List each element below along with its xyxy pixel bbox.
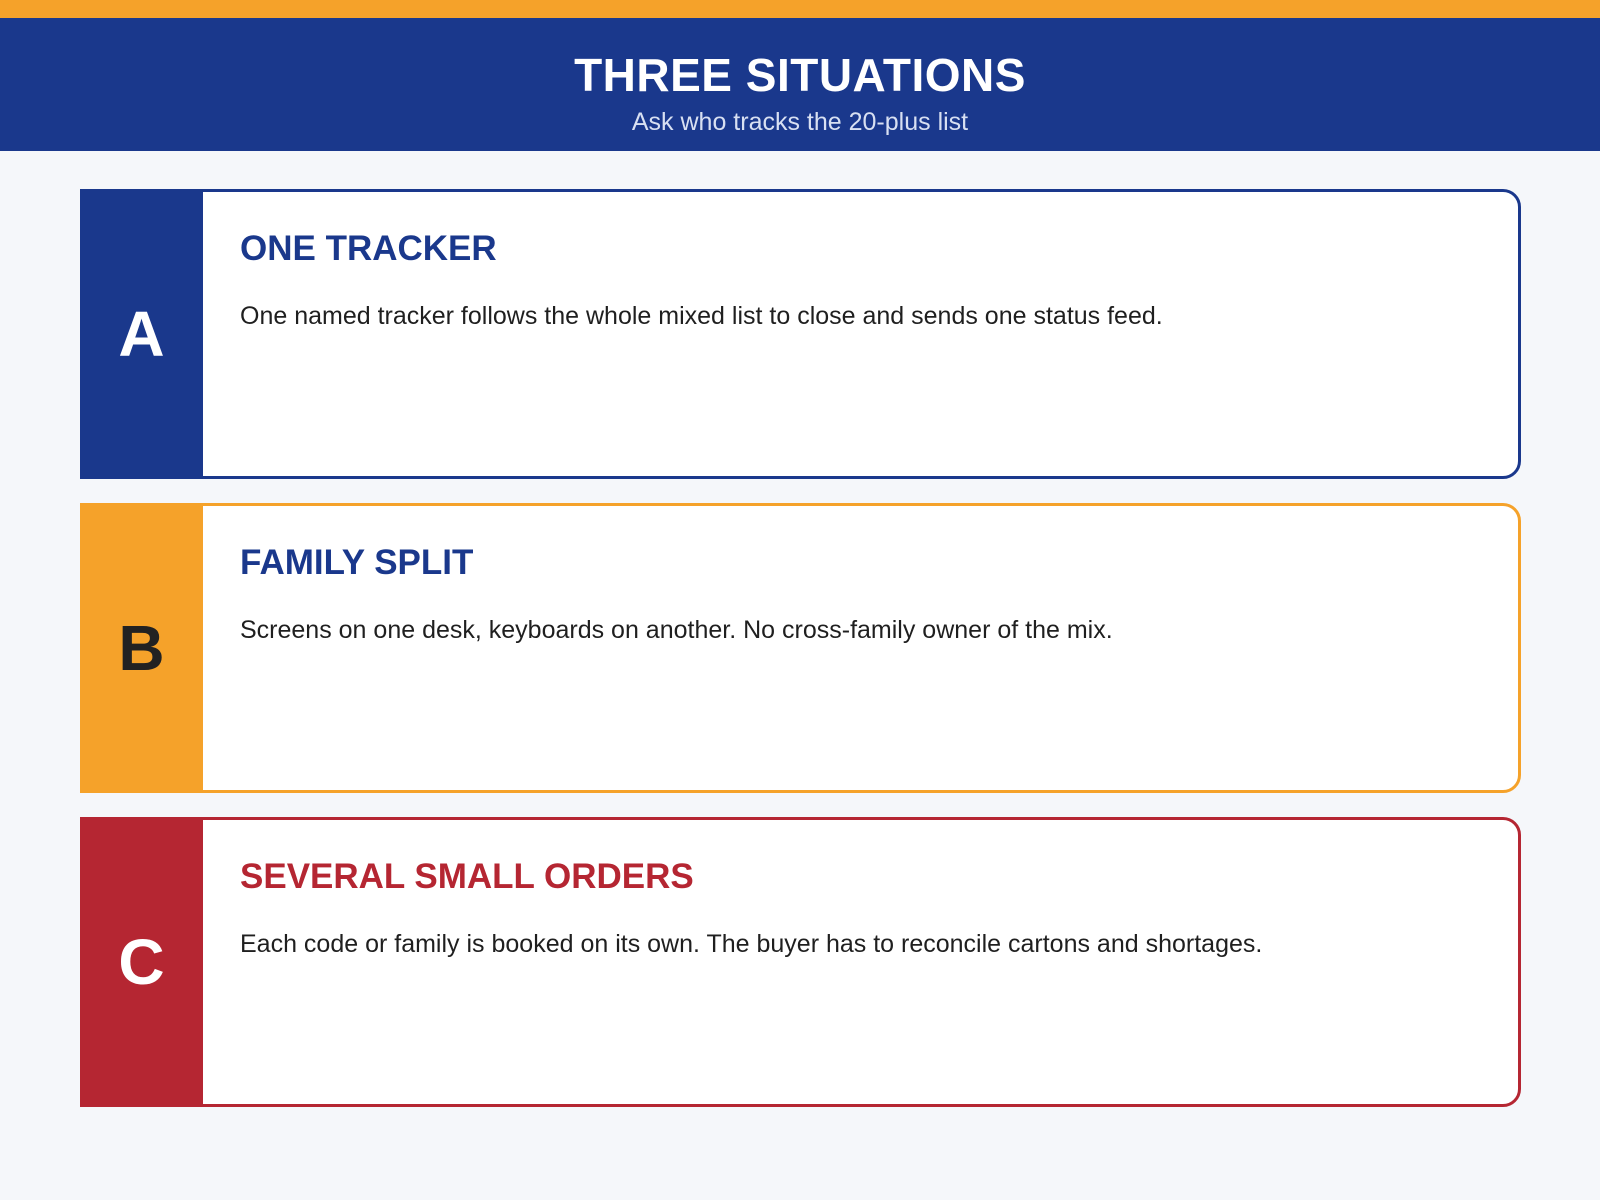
- situation-letter-badge: C: [80, 817, 203, 1107]
- situation-card-c: [80, 817, 1521, 1107]
- situation-letter-badge: A: [80, 189, 203, 479]
- situation-heading: SEVERAL SMALL ORDERS: [240, 857, 694, 896]
- page-header: [0, 18, 1600, 151]
- situation-cards: [80, 189, 1521, 1131]
- situation-description: One named tracker follows the whole mixed list to close and sends one status feed.: [240, 302, 1163, 330]
- situation-heading: FAMILY SPLIT: [240, 543, 474, 582]
- situation-description: Each code or family is booked on its own. The buyer has to reconcile cartons and shortages.: [240, 930, 1263, 958]
- situation-card-b: [80, 503, 1521, 793]
- situation-letter-badge: B: [80, 503, 203, 793]
- situation-heading: ONE TRACKER: [240, 229, 497, 268]
- top-accent-stripe: [0, 0, 1600, 18]
- situation-card-a: [80, 189, 1521, 479]
- situation-description: Screens on one desk, keyboards on another. No cross-family owner of the mix.: [240, 616, 1113, 644]
- page-subtitle: Ask who tracks the 20-plus list: [631, 108, 969, 136]
- page-title: THREE SITUATIONS: [574, 49, 1026, 101]
